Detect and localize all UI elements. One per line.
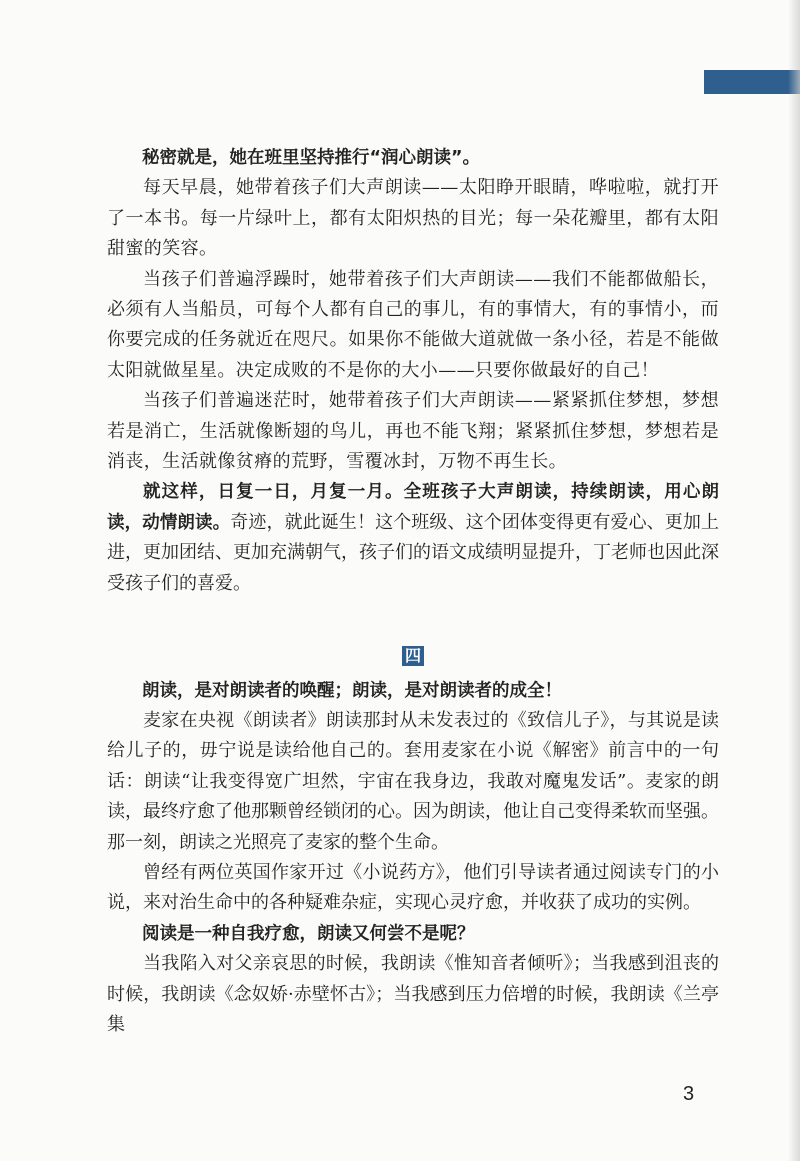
paragraph-self-healing: 阅读是一种自我疗愈，朗读又何尝不是呢？	[142, 923, 475, 944]
paragraph-day-by-day-rest: 奇迹，就此诞生！这个班级、这个团体变得更有爱心、更加上进，更加团结、更加充满朝气，孩子们的语文成绩明显提升，丁老师也因此深受孩子们的喜爱。	[107, 511, 720, 594]
paragraph-awakening: 朗读，是对朗读者的唤醒；朗读，是对朗读者的成全！	[142, 680, 562, 701]
paragraph-secret: 秘密就是，她在班里坚持推行“润心朗读”。	[142, 148, 481, 168]
paragraph-personal-reading: 当我陷入对父亲哀思的时候，我朗读《惟知音者倾听》；当我感到沮丧的时候，我朗读《念奴娇·赤壁怀古》；当我感到压力倍增的时候，我朗读《兰亭集	[107, 953, 719, 1035]
paragraph-maijia: 麦家在央视《朗读者》朗读那封从未发表过的《致信儿子》，与其说是读给儿子的，毋宁说是读给他自己的。套用麦家在小说《解密》前言中的一句话：朗读“让我变得宽广坦然，宇宙在我身边，我敢对魔鬼发话”。麦家的朗读，最终疗愈了他那颗曾经锁闭的心。因为朗读，他让自己变得柔软而坚强。那一刻，朗读之光照亮了麦家的整个生命。	[107, 709, 719, 853]
page-number: 3	[683, 1083, 695, 1105]
paragraph-day-by-day	[107, 477, 719, 599]
page-edge-shadow	[788, 0, 800, 1161]
page-content	[107, 143, 719, 1040]
paragraph-confused: 当孩子们普遍迷茫时，她带着孩子们大声朗读——紧紧抓住梦想，梦想若是消亡，生活就像断翅的鸟儿，再也不能飞翔；紧紧抓住梦想，梦想若是消丧，生活就像贫瘠的荒野，雪覆冰封，万物不再生长。	[107, 390, 719, 473]
chapter-tab	[704, 70, 800, 94]
paragraph-morning: 每天早晨，她带着孩子们大声朗读——太阳睁开眼睛，哗啦啦，就打开了一本书。每一片绿叶上，都有太阳炽热的目光；每一朵花瓣里，都有太阳甜蜜的笑容。	[107, 177, 719, 260]
paragraph-novel-prescription: 曾经有两位英国作家开过《小说药方》，他们引导读者通过阅读专门的小说，来对治生命中的各种疑难杂症，实现心灵疗愈，并收获了成功的实例。	[107, 861, 719, 914]
paragraph-day-by-day-bold: 就这样，日复一日，月复一月。全班孩子大声朗读，持续朗读，用心朗读，动情朗读。	[107, 482, 719, 533]
section-number-box: 四	[402, 646, 424, 666]
section-heading	[107, 641, 719, 671]
paragraph-restless: 当孩子们普遍浮躁时，她带着孩子们大声朗读——我们不能都做船长，必须有人当船员，可每个人都有自己的事儿，有的事情大，有的事情小，而你要完成的任务就近在咫尺。如果你不能做大道就做一条小径，若是不能做太阳就做星星。决定成败的不是你的大小——只要你做最好的自己！	[107, 268, 719, 381]
